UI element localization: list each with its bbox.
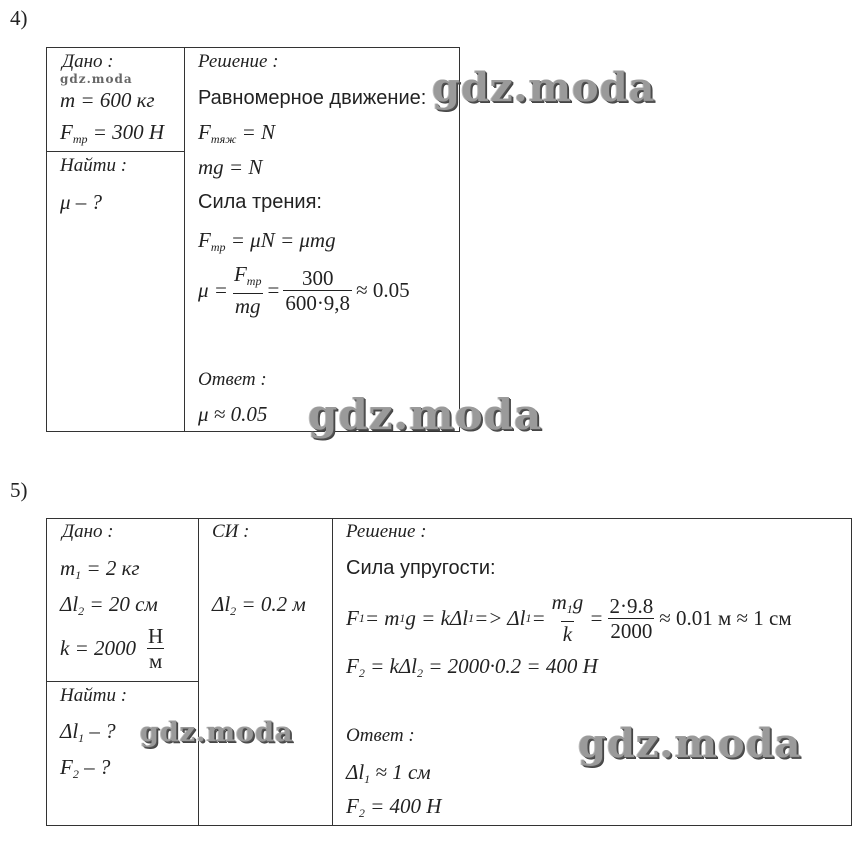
solution-line: $F_2 = k\Delta l_2 = 2000\cdot 0.2 = 400$ Н [346,654,598,680]
given-elongation: $\Delta l_2 = 20$ см [60,592,158,618]
problem-number-4: 4) [10,6,28,30]
watermark: gdz.moda [60,72,133,86]
find-value: $\Delta l_1$ – ? [60,719,116,745]
si-value: $\Delta l_2 = 0.2$ м [212,592,306,618]
answer-header: Ответ : [346,725,415,746]
given-header: Дано : [62,51,114,72]
table-divider [46,681,198,682]
problem-number-5: 5) [10,478,28,502]
solution-line: $F_{тяж} = N$ [198,120,276,146]
solution-header: Решение : [346,521,427,542]
subscript: тр [72,132,88,146]
si-header: СИ : [212,521,250,542]
given-stiffness: k = 2000 $\frac{Н}{м}$ [60,624,164,673]
solution-line: Сила упругости: [346,557,496,579]
fraction: $\frac{2\cdot 9.8}{2000}$ [609,593,654,643]
answer-value: $F_2 = 400$ Н [346,794,442,820]
find-value: $F_2$ – ? [60,755,111,781]
answer-value: μ ≈ 0.05 [198,402,268,426]
fraction: $\frac{300}{600\cdot 9,8}$ [285,265,351,315]
solution-line: Сила трения: [198,191,322,213]
watermark: gdz.moda [140,717,294,748]
answer-header: Ответ : [198,369,267,390]
solution-formula: μ = $\frac{F_{тр}}{mg}$ = $\frac{300}{600\cdot 9,8}$ ≈ 0.05 [198,262,410,318]
table-divider [198,518,199,826]
table-divider [184,47,185,432]
unit-fraction: $\frac{Н}{м}$ [148,624,164,673]
solution-line: Равномерное движение: [198,87,427,109]
find-header: Найти : [60,685,128,706]
given-mass: m = 600 кг [60,88,155,112]
table-divider [332,518,333,826]
table-divider [46,151,184,152]
given-mass: $m_1 = 2$ кг [60,556,140,582]
watermark: gdz.moda [578,720,802,767]
fraction: $\frac{F_{тр}}{mg}$ [233,262,262,318]
given-friction: $F_{тр} = 300$ Н [60,120,165,146]
solution-line: $F_{тр} = \mu N = \mu mg$ [198,228,336,254]
answer-value: $\Delta l_1 \approx 1$ см [346,760,431,786]
solution-header: Решение : [198,51,279,72]
find-header: Найти : [60,155,128,176]
solution-formula: F 1 = m 1 g = kΔl 1 => Δl 1 = $\frac{m_1g}{k}$ = $\frac{2\cdot 9.8}{2000}$ ≈ 0.01 м ≈ 1 см [346,590,792,646]
watermark: gdz.moda [432,64,656,111]
find-value: μ – ? [60,190,103,214]
solution-line: mg = N [198,155,263,179]
given-header: Дано : [62,521,114,542]
fraction: $\frac{m_1g}{k}$ [551,590,584,646]
watermark: gdz.moda [308,390,543,439]
